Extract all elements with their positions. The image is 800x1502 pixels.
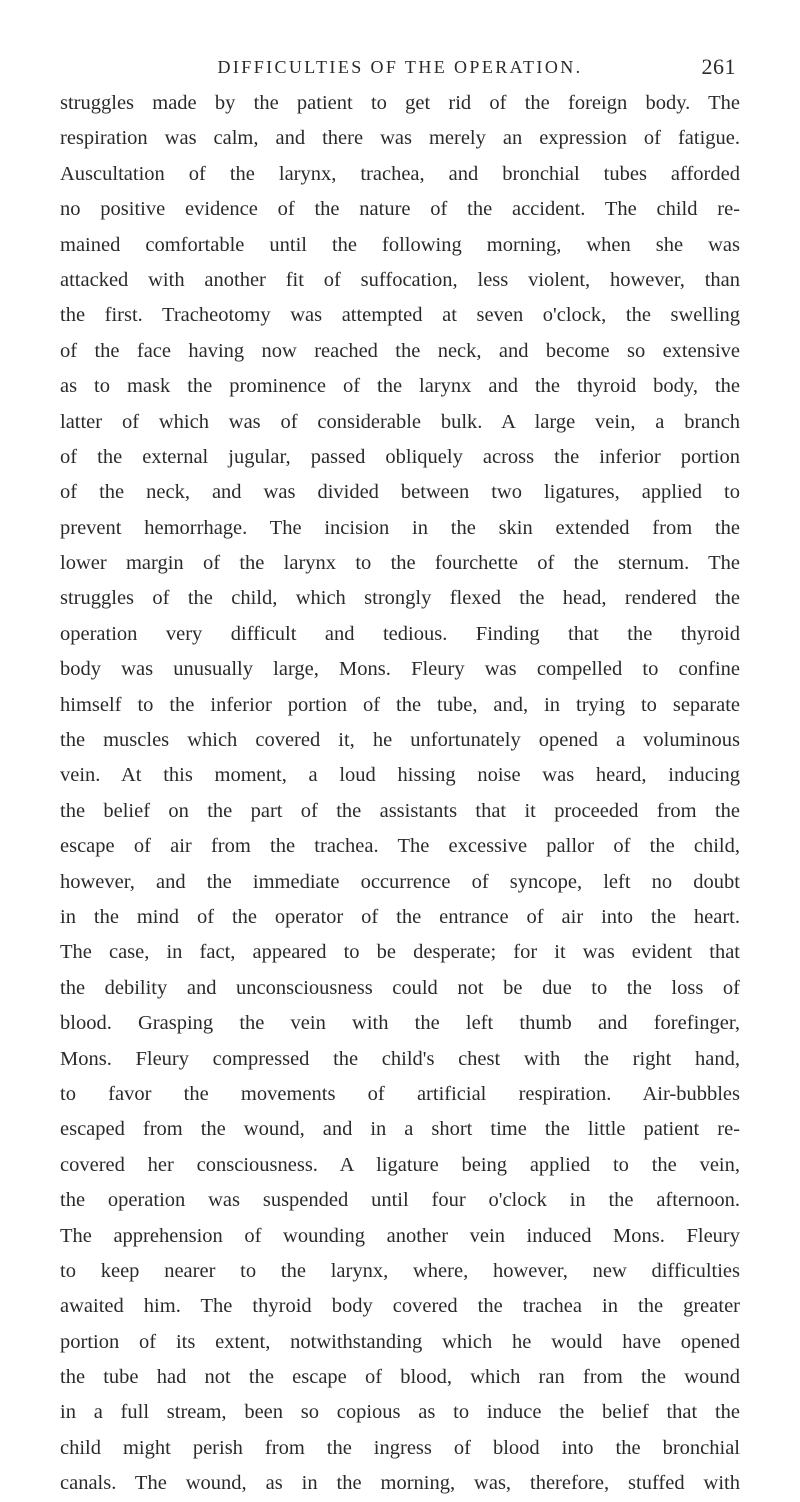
text-line: of the external jugular, passed obliquely across the inferior portion	[60, 445, 740, 468]
text-line: The apprehension of wounding another vein induced Mons. Fleury	[60, 1224, 740, 1247]
text-line: Auscultation of the larynx, trachea, and bronchial tubes afforded	[60, 162, 740, 185]
running-head	[60, 52, 740, 82]
text-line: child might perish from the ingress of blood into the bronchial	[60, 1436, 740, 1459]
text-line: escape of air from the trachea. The excessive pallor of the child,	[60, 835, 740, 858]
text-line: escaped from the wound, and in a short time the little patient re-	[60, 1118, 740, 1141]
text-line: the muscles which covered it, he unfortunately opened a voluminous	[60, 729, 740, 752]
text-line: Mons. Fleury compressed the child's chest with the right hand,	[60, 1047, 740, 1070]
text-line: in the mind of the operator of the entrance of air into the heart.	[60, 905, 740, 928]
text-line: as to mask the prominence of the larynx and the thyroid body, the	[60, 375, 740, 398]
text-line: blood. Grasping the vein with the left thumb and forefinger,	[60, 1012, 740, 1035]
text-line: to favor the movements of artificial respiration. Air-bubbles	[60, 1082, 740, 1105]
text-line: canals. The wound, as in the morning, was, therefore, stuffed with	[60, 1472, 740, 1495]
text-line: struggles of the child, which strongly flexed the head, rendered the	[60, 587, 740, 610]
text-line: respiration was calm, and there was merely an expression of fatigue.	[60, 127, 740, 150]
text-line: portion of its extent, notwithstanding which he would have opened	[60, 1330, 740, 1353]
text-line: in a full stream, been so copious as to induce the belief that the	[60, 1401, 740, 1424]
text-line: no positive evidence of the nature of the accident. The child re-	[60, 198, 740, 221]
body-paragraph	[60, 86, 740, 1502]
text-line: to keep nearer to the larynx, where, however, new difficulties	[60, 1259, 740, 1282]
text-line: lower margin of the larynx to the fourchette of the sternum. The	[60, 552, 740, 575]
text-line: latter of which was of considerable bulk. A large vein, a branch	[60, 410, 740, 433]
text-line: covered her consciousness. A ligature being applied to the vein,	[60, 1153, 740, 1176]
text-line: the first. Tracheotomy was attempted at seven o'clock, the swelling	[60, 304, 740, 327]
text-line: himself to the inferior portion of the tube, and, in trying to separate	[60, 693, 740, 716]
text-line: vein. At this moment, a loud hissing noise was heard, inducing	[60, 764, 740, 787]
text-line: prevent hemorrhage. The incision in the skin extended from the	[60, 516, 740, 539]
text-line: attacked with another fit of suffocation, less violent, however, than	[60, 268, 740, 291]
text-line: of the neck, and was divided between two ligatures, applied to	[60, 481, 740, 504]
running-title: DIFFICULTIES OF THE OPERATION.	[217, 57, 583, 77]
text-line: mained comfortable until the following morning, when she was	[60, 233, 740, 256]
text-line: The case, in fact, appeared to be desperate; for it was evident that	[60, 941, 740, 964]
text-line: of the face having now reached the neck, and become so extensive	[60, 339, 740, 362]
text-line: awaited him. The thyroid body covered the trachea in the greater	[60, 1295, 740, 1318]
page-number: 261	[701, 54, 736, 79]
text-line: the debility and unconsciousness could not be due to the loss of	[60, 976, 740, 999]
text-line: the tube had not the escape of blood, which ran from the wound	[60, 1366, 740, 1389]
text-line: the belief on the part of the assistants that it proceeded from the	[60, 799, 740, 822]
text-line: the operation was suspended until four o'clock in the afternoon.	[60, 1189, 740, 1212]
text-line: struggles made by the patient to get rid of the foreign body. The	[60, 92, 740, 114]
text-line: however, and the immediate occurrence of syncope, left no doubt	[60, 870, 740, 893]
text-line: body was unusually large, Mons. Fleury was compelled to confine	[60, 658, 740, 681]
text-line: operation very difficult and tedious. Finding that the thyroid	[60, 622, 740, 645]
